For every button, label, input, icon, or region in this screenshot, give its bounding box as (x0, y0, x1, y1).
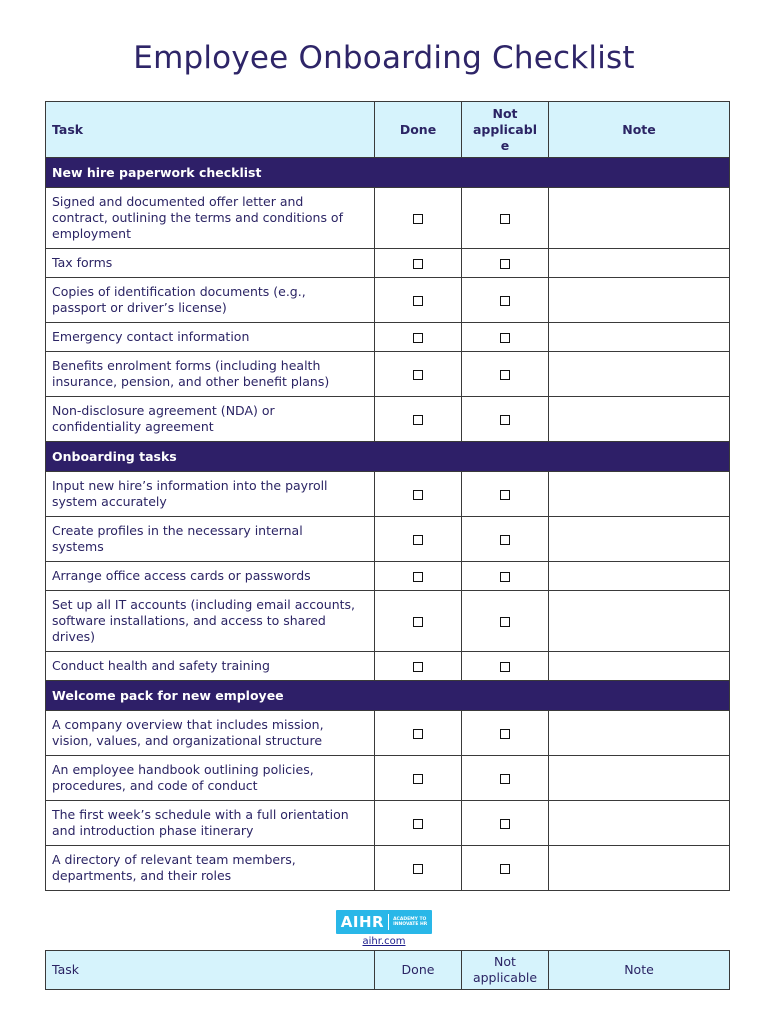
table-row (46, 756, 730, 801)
done-cell (375, 323, 462, 352)
task-text: and introduction phase itinerary (52, 823, 254, 838)
table-row (46, 472, 730, 517)
table-row (46, 188, 730, 249)
done-checkbox[interactable] (413, 415, 423, 425)
table-row (46, 846, 730, 891)
header-not-applicable: Not applicabl e (462, 102, 549, 158)
table-header-row (46, 102, 730, 158)
task-text: A directory of relevant team members, (52, 852, 296, 867)
task-text: Benefits enrolment forms (including health (52, 358, 321, 373)
note-cell[interactable] (549, 188, 730, 249)
not-applicable-cell (462, 711, 549, 756)
task-text: confidentiality agreement (52, 419, 214, 434)
not-applicable-checkbox[interactable] (500, 490, 510, 500)
note-cell[interactable] (549, 517, 730, 562)
note-cell[interactable] (549, 591, 730, 652)
not-applicable-checkbox[interactable] (500, 729, 510, 739)
done-cell (375, 397, 462, 442)
not-applicable-cell (462, 756, 549, 801)
task-cell (46, 711, 375, 756)
logo-area (0, 910, 768, 947)
task-text: Conduct health and safety training (52, 658, 270, 673)
task-text: Input new hire’s information into the payroll (52, 478, 328, 493)
done-cell (375, 711, 462, 756)
header-task: Task (46, 102, 375, 158)
task-text: insurance, pension, and other benefit plans) (52, 374, 330, 389)
checklist-table (45, 101, 730, 891)
done-checkbox[interactable] (413, 729, 423, 739)
done-cell (375, 562, 462, 591)
table-row (46, 562, 730, 591)
done-cell (375, 472, 462, 517)
not-applicable-checkbox[interactable] (500, 333, 510, 343)
done-cell (375, 846, 462, 891)
done-checkbox[interactable] (413, 296, 423, 306)
done-cell (375, 652, 462, 681)
task-cell (46, 846, 375, 891)
note-cell[interactable] (549, 323, 730, 352)
task-cell (46, 472, 375, 517)
task-cell (46, 591, 375, 652)
not-applicable-checkbox[interactable] (500, 864, 510, 874)
not-applicable-checkbox[interactable] (500, 774, 510, 784)
done-checkbox[interactable] (413, 572, 423, 582)
task-text: Emergency contact information (52, 329, 250, 344)
note-cell[interactable] (549, 562, 730, 591)
note-cell[interactable] (549, 397, 730, 442)
task-text: contract, outlining the terms and conditions of (52, 210, 343, 225)
note-cell[interactable] (549, 756, 730, 801)
header-done: Done (375, 102, 462, 158)
task-text: Tax forms (52, 255, 113, 270)
not-applicable-cell (462, 846, 549, 891)
done-checkbox[interactable] (413, 214, 423, 224)
task-text: Arrange office access cards or passwords (52, 568, 311, 583)
done-cell (375, 188, 462, 249)
done-checkbox[interactable] (413, 535, 423, 545)
done-checkbox[interactable] (413, 662, 423, 672)
task-text: An employee handbook outlining policies, (52, 762, 314, 777)
footer-header-note: Note (549, 951, 730, 990)
task-text: system accurately (52, 494, 167, 509)
table-row (46, 323, 730, 352)
done-checkbox[interactable] (413, 617, 423, 627)
note-cell[interactable] (549, 846, 730, 891)
task-text: Set up all IT accounts (including email accounts, (52, 597, 355, 612)
note-cell[interactable] (549, 352, 730, 397)
aihr-link[interactable]: aihr.com (362, 936, 406, 947)
section-header-row (46, 158, 730, 188)
not-applicable-checkbox[interactable] (500, 415, 510, 425)
done-checkbox[interactable] (413, 259, 423, 269)
task-cell (46, 652, 375, 681)
task-cell (46, 278, 375, 323)
note-cell[interactable] (549, 278, 730, 323)
task-cell (46, 249, 375, 278)
done-cell (375, 278, 462, 323)
done-cell (375, 801, 462, 846)
done-checkbox[interactable] (413, 774, 423, 784)
task-text: Copies of identification documents (e.g., (52, 284, 306, 299)
done-checkbox[interactable] (413, 370, 423, 380)
header-note: Note (549, 102, 730, 158)
task-text: procedures, and code of conduct (52, 778, 258, 793)
done-cell (375, 591, 462, 652)
task-text: Create profiles in the necessary internal (52, 523, 303, 538)
footer-header-task: Task (46, 951, 375, 990)
table-row (46, 397, 730, 442)
table-row (46, 517, 730, 562)
not-applicable-checkbox[interactable] (500, 662, 510, 672)
done-cell (375, 756, 462, 801)
done-checkbox[interactable] (413, 864, 423, 874)
not-applicable-cell (462, 652, 549, 681)
table-row (46, 652, 730, 681)
task-text: vision, values, and organizational structure (52, 733, 323, 748)
not-applicable-cell (462, 562, 549, 591)
footer-header-row (46, 951, 730, 990)
task-cell (46, 562, 375, 591)
task-cell (46, 397, 375, 442)
table-row (46, 278, 730, 323)
not-applicable-cell (462, 801, 549, 846)
task-cell (46, 756, 375, 801)
not-applicable-cell (462, 323, 549, 352)
not-applicable-checkbox[interactable] (500, 296, 510, 306)
aihr-logo (336, 910, 432, 934)
done-cell (375, 352, 462, 397)
task-text: software installations, and access to shared (52, 613, 326, 628)
not-applicable-checkbox[interactable] (500, 572, 510, 582)
not-applicable-cell (462, 591, 549, 652)
task-cell (46, 188, 375, 249)
table-row (46, 249, 730, 278)
logo-divider (388, 914, 389, 930)
logo-tagline: ACADEMY TO INNOVATE HR (393, 917, 428, 927)
not-applicable-cell (462, 397, 549, 442)
task-text: employment (52, 226, 132, 241)
task-text: The first week’s schedule with a full orientation (52, 807, 349, 822)
task-cell (46, 517, 375, 562)
task-text: Signed and documented offer letter and (52, 194, 304, 209)
footer-header-not-applicable: Not applicable (462, 951, 549, 990)
not-applicable-cell (462, 472, 549, 517)
footer-header-done: Done (375, 951, 462, 990)
task-text: systems (52, 539, 104, 554)
task-cell (46, 323, 375, 352)
not-applicable-checkbox[interactable] (500, 617, 510, 627)
section-heading: New hire paperwork checklist (46, 158, 730, 188)
not-applicable-cell (462, 517, 549, 562)
logo-brand: AIHR (340, 913, 385, 931)
done-checkbox[interactable] (413, 333, 423, 343)
done-cell (375, 249, 462, 278)
not-applicable-cell (462, 278, 549, 323)
not-applicable-checkbox[interactable] (500, 819, 510, 829)
not-applicable-checkbox[interactable] (500, 259, 510, 269)
note-cell[interactable] (549, 472, 730, 517)
page-title: Employee Onboarding Checklist (133, 40, 635, 76)
table-row (46, 711, 730, 756)
done-checkbox[interactable] (413, 490, 423, 500)
table-row (46, 801, 730, 846)
not-applicable-cell (462, 188, 549, 249)
table-row (46, 591, 730, 652)
note-cell[interactable] (549, 652, 730, 681)
task-cell (46, 801, 375, 846)
not-applicable-checkbox[interactable] (500, 214, 510, 224)
footer-table (45, 950, 730, 990)
section-heading: Welcome pack for new employee (46, 681, 730, 711)
section-header-row (46, 442, 730, 472)
task-text: passport or driver’s license) (52, 300, 227, 315)
not-applicable-checkbox[interactable] (500, 535, 510, 545)
note-cell[interactable] (549, 249, 730, 278)
not-applicable-cell (462, 249, 549, 278)
task-text: A company overview that includes mission, (52, 717, 324, 732)
note-cell[interactable] (549, 711, 730, 756)
note-cell[interactable] (549, 801, 730, 846)
task-text: departments, and their roles (52, 868, 232, 883)
done-cell (375, 517, 462, 562)
task-text: drives) (52, 629, 96, 644)
done-checkbox[interactable] (413, 819, 423, 829)
table-row (46, 352, 730, 397)
not-applicable-checkbox[interactable] (500, 370, 510, 380)
task-cell (46, 352, 375, 397)
task-text: Non-disclosure agreement (NDA) or (52, 403, 275, 418)
section-heading: Onboarding tasks (46, 442, 730, 472)
not-applicable-cell (462, 352, 549, 397)
section-header-row (46, 681, 730, 711)
